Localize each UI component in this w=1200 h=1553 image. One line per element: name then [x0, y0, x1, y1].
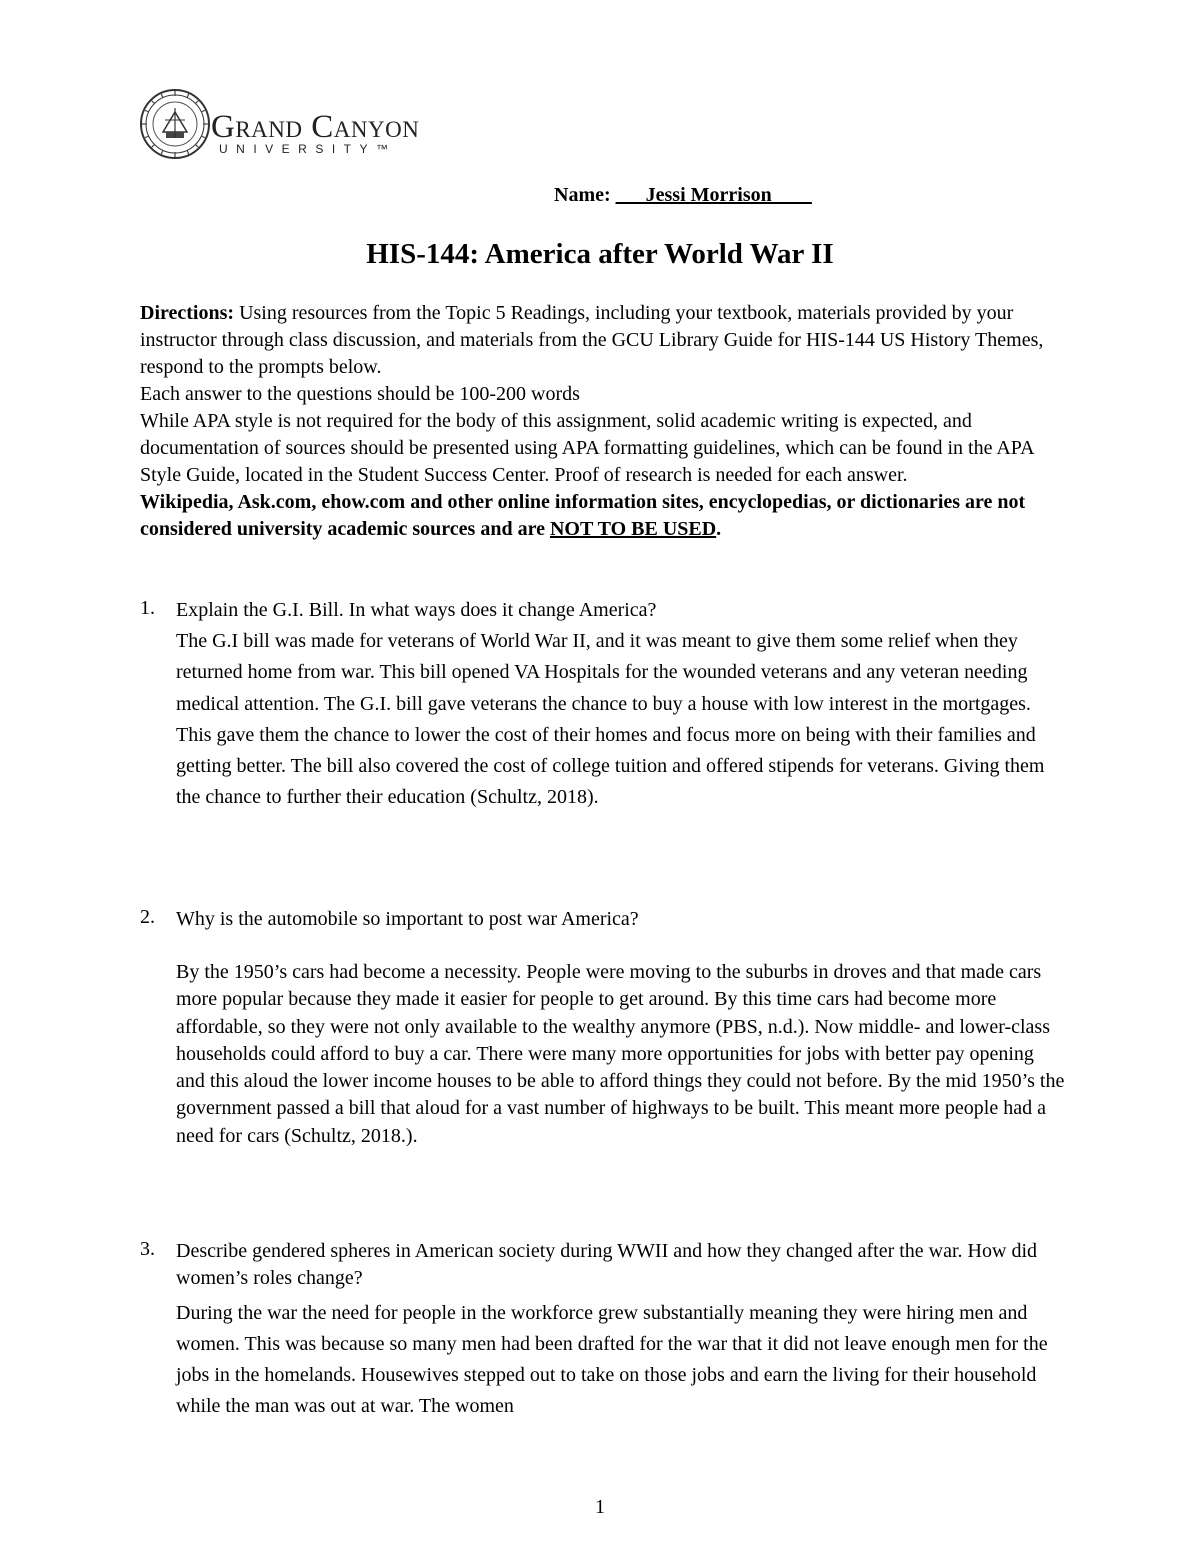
not-to-be-used: NOT TO BE USED: [549, 518, 717, 540]
directions-paragraph: [140, 300, 1060, 381]
answer-text: By the 1950’s cars had become a necessity. People were moving to the suburbs in droves and that made cars more popular because they made it easier for people to get around. By this time cars had become more affordable, so they were not only available to the wealthy anymore (PBS, n.d.). Now middle- and lower-class households could afford to buy a car. There were many more opportunities for jobs with better pay opening and this aloud the lower income houses to be able to afford things they could not before. By the mid 1950’s the government passed a bill that aloud for a vast number of highways to be built. This meant more people had a need for cars (Schultz, 2018.).: [176, 961, 1065, 1147]
directions-label: Directions:: [140, 302, 235, 324]
question-number: 1.: [140, 597, 155, 619]
answer-text: During the war the need for people in the workforce grew substantially meaning they were hiring men and women. This was because so many men had been drafted for the war that it did not leave enough men for the jobs in the homelands. Housewives stepped out to take on those jobs and earn the living for their household while the man was out at war. The women: [176, 1302, 1048, 1417]
name-label: Name:: [554, 184, 611, 206]
apa-requirement: While APA style is not required for the body of this assignment, solid academic writing is expected, and documentation of sources should be presented using APA formatting guidelines, which can be found in the APA Style Guide, located in the Student Success Center. Proof of research is needed for each answer.: [140, 410, 1034, 486]
student-name: ___Jessi Morrison____: [615, 184, 812, 206]
question-text: Explain the G.I. Bill. In what ways does it change America?: [176, 599, 657, 621]
word-count-requirement: Each answer to the questions should be 100-200 words: [140, 383, 580, 405]
answer-text: The G.I bill was made for veterans of World War II, and it was meant to give them some relief when they returned home from war. This bill opened VA Hospitals for the wounded veterans and any veteran needing medical attention. The G.I. bill gave veterans the chance to buy a house with low interest in the mortgages. This gave them the chance to lower the cost of their homes and focus more on being with their families and getting better. The bill also covered the cost of college tuition and offered stipends for veterans. Giving them the chance to further their education (Schultz, 2018).: [176, 630, 1045, 809]
directions-text: Using resources from the Topic 5 Readings, including your textbook, materials provided by your instructor through class discussion, and materials from the GCU Library Guide for HIS-144 US History Themes, respond to the prompts below.: [140, 302, 1044, 378]
logo-wordmark: Grand Canyon: [211, 109, 420, 145]
question-text: Describe gendered spheres in American society during WWII and how they changed after the war. How did women’s roles change?: [176, 1240, 1037, 1289]
page-title: HIS-144: America after World War II: [366, 238, 834, 270]
question-number: 3.: [140, 1238, 155, 1260]
student-name-line: [554, 184, 812, 207]
question-number: 2.: [140, 906, 155, 928]
directions-section: [140, 300, 1060, 543]
question-text: Why is the automobile so important to post war America?: [176, 908, 639, 930]
university-seal-icon: [139, 88, 211, 160]
university-logo: [139, 88, 459, 160]
logo-subtitle: UNIVERSITY™: [219, 142, 397, 156]
sources-warning: Wikipedia, Ask.com, ehow.com and other online information sites, encyclopedias, or dictionaries are not considered university academic sources and are NOT TO BE USED.: [140, 491, 1026, 540]
page-number: 1: [595, 1496, 605, 1518]
